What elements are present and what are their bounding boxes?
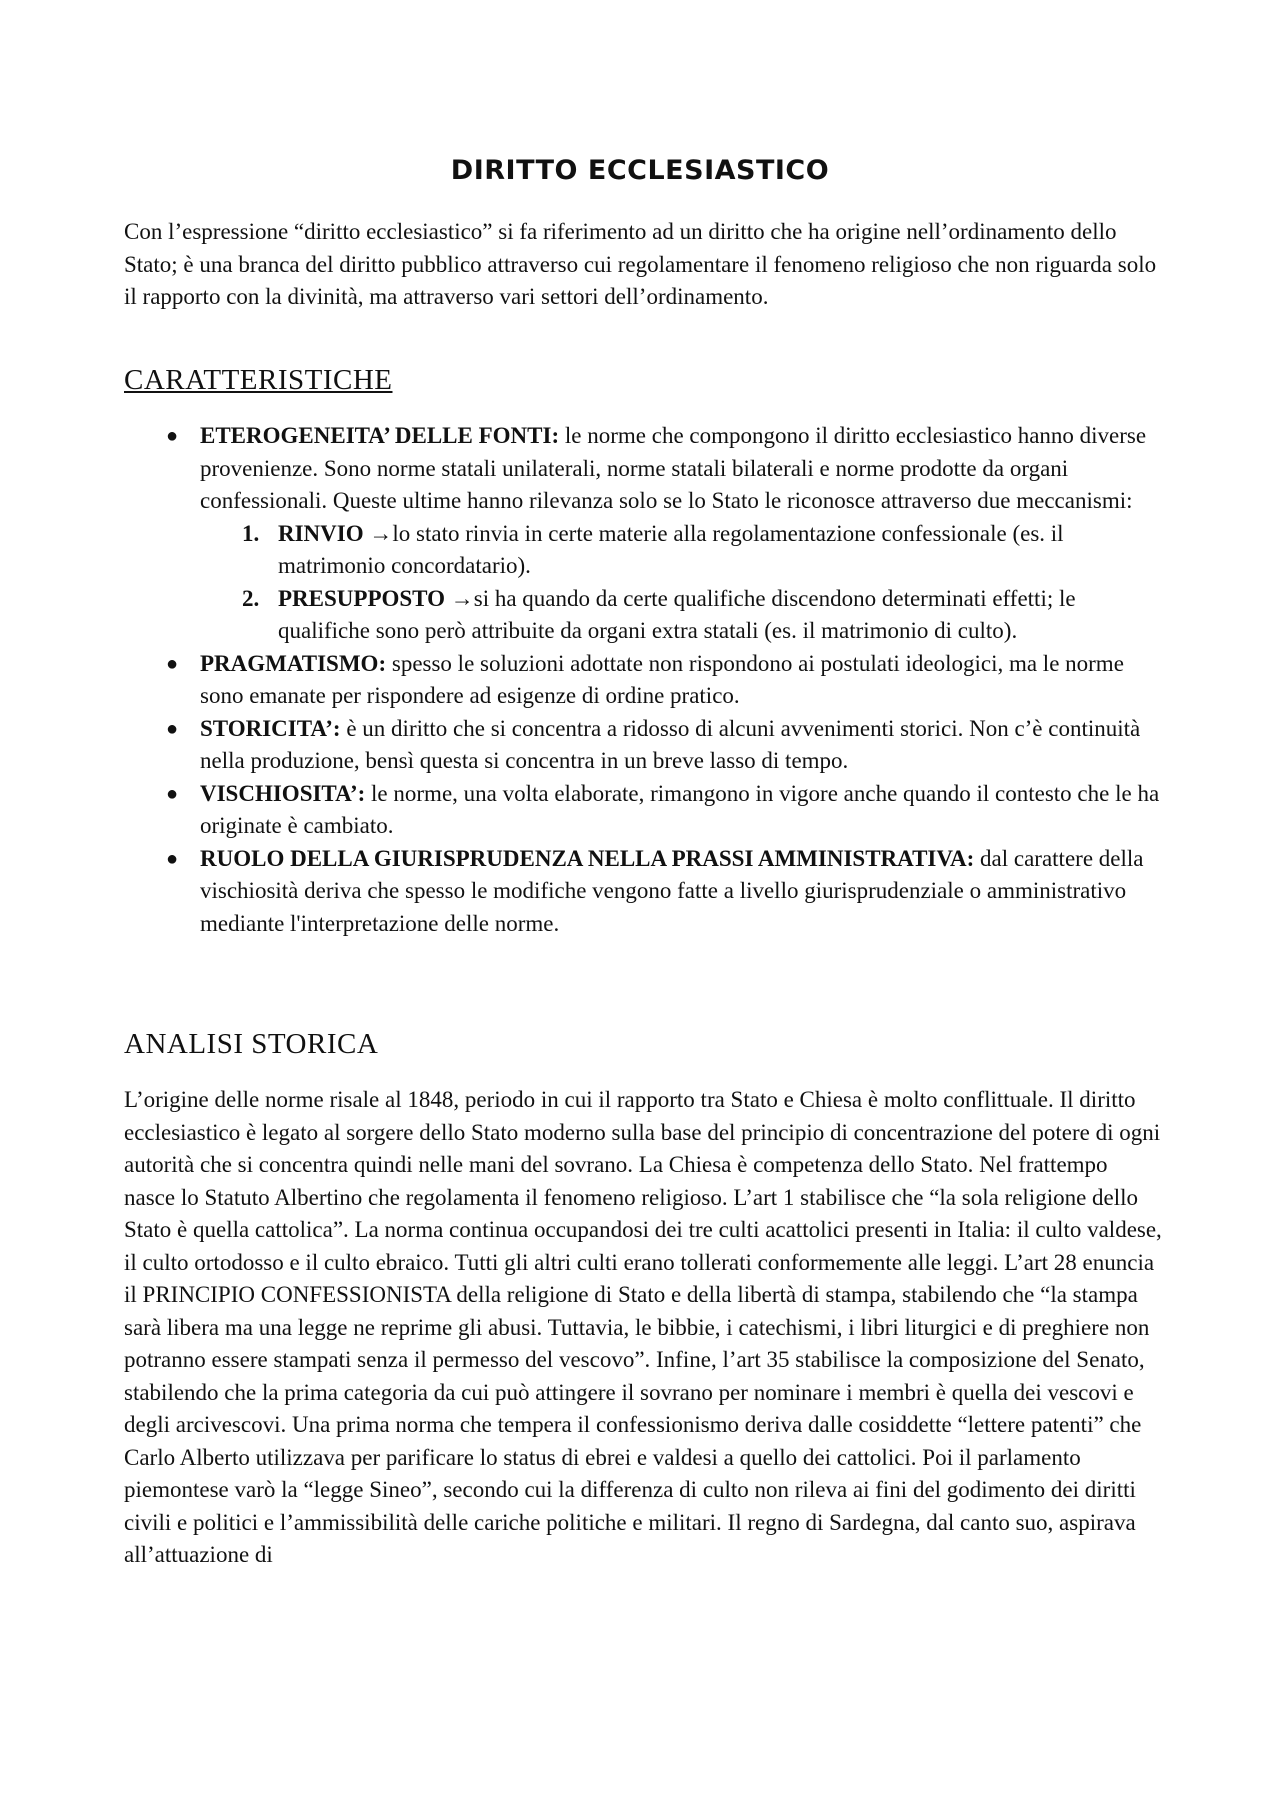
bullet-term: ETEROGENEITA’ DELLE FONTI:	[200, 423, 560, 448]
arrow-icon: →	[363, 520, 393, 546]
list-item	[124, 713, 1164, 778]
bullet-term: PRAGMATISMO:	[200, 650, 387, 676]
list-item	[200, 583, 1164, 648]
list-item	[124, 648, 1164, 713]
heading-caratteristiche: CARATTERISTICHE	[124, 364, 393, 396]
list-item	[124, 843, 1164, 941]
characteristics-list	[124, 420, 1164, 940]
list-item	[124, 420, 1164, 648]
bullet-term: VISCHIOSITA’:	[200, 780, 366, 806]
mechanisms-list	[200, 518, 1164, 648]
bullet-icon: ●	[166, 717, 179, 740]
bullet-text: è un diritto che si concentra a ridosso di alcuni avvenimenti storici. Non c’è continuità nella produzione, bensì questa si concentra in un breve lasso di tempo.	[200, 715, 1141, 773]
arrow-icon: →	[445, 585, 474, 611]
list-item	[200, 518, 1164, 583]
bullet-text: le norme, una volta elaborate, rimangono in vigore anche quando il contesto che le ha originate è cambiato.	[200, 780, 1160, 838]
bullet-icon: ●	[166, 847, 179, 870]
bullet-text: dal carattere della vischiosità deriva che spesso le modifiche vengono fatte a livello giurisprudenziale o amministrativo mediante l'interpretazione delle norme.	[200, 845, 1144, 936]
bullet-text: spesso le soluzioni adottate non rispondono ai postulati ideologici, ma le norme sono emanate per rispondere ad esigenze di ordine pratico.	[200, 650, 1124, 708]
intro-paragraph: Con l’espressione “diritto ecclesiastico” si fa riferimento ad un diritto che ha origine nell’ordinamento dello Stato; è una branca del diritto pubblico attraverso cui regolamentare il fenomeno religioso che non riguarda solo il rapporto con la divinità, ma attraverso vari settori dell’ordinamento.	[124, 219, 1157, 309]
bullet-term: RUOLO DELLA GIURISPRUDENZA NELLA PRASSI AMMINISTRATIVA:	[200, 845, 975, 871]
page-title: DIRITTO ECCLESIASTICO	[450, 155, 830, 186]
sub-text: si ha quando da certe qualifiche discendono determinati effetti; le qualifiche sono però attribuite da organi extra statali (es. il matrimonio di culto).	[278, 585, 1076, 643]
sub-term: PRESUPPOSTO	[278, 585, 445, 611]
item-number: 2.	[242, 585, 260, 611]
bullet-text: le norme che compongono il diritto ecclesiastico hanno diverse provenienze. Sono norme statali unilaterali, norme statali bilaterali e norme prodotte da organi confessionali. Queste ultime hanno rilevanza solo se lo Stato le riconosce attraverso due meccanismi:	[200, 423, 1147, 513]
item-number: 1.	[242, 520, 260, 546]
heading-analisi-storica: ANALISI STORICA	[124, 1028, 379, 1060]
bullet-term: STORICITA’:	[200, 715, 341, 741]
storia-paragraph: L’origine delle norme risale al 1848, periodo in cui il rapporto tra Stato e Chiesa è molto conflittuale. Il diritto ecclesiastico è legato al sorgere dello Stato moderno sulla base del principio di concentrazione del potere di ogni autorità che si concentra quindi nelle mani del sovrano. La Chiesa è competenza dello Stato. Nel frattempo nasce lo Statuto Albertino che regolamenta il fenomeno religioso. L’art 1 stabilisce che “la sola religione dello Stato è quella cattolica”. La norma continua occupandosi dei tre culti acattolici presenti in Italia: il culto valdese, il culto ortodosso e il culto ebraico. Tutti gli altri culti erano tollerati conformemente alle leggi. L’art 28 enuncia il PRINCIPIO CONFESSIONISTA della religione di Stato e della libertà di stampa, stabilendo che “la stampa sarà libera ma una legge ne reprime gli abusi. Tuttavia, le bibbie, i catechismi, i libri liturgici e di preghiere non potranno essere stampati senza il permesso del vescovo”. Infine, l’art 35 stabilisce la composizione del Senato, stabilendo che la prima categoria da cui può attingere il sovrano per nominare i membri è quella dei vescovi e degli arcivescovi. Una prima norma che tempera il confessionismo deriva dalle cosiddette “lettere patenti” che Carlo Alberto utilizzava per parificare lo status di ebrei e valdesi a quello dei cattolici. Poi il parlamento piemontese varò la “legge Sineo”, secondo cui la differenza di culto non rileva ai fini del godimento dei diritti civili e politici e l’ammissibilità delle cariche politiche e militari. Il regno di Sardegna, dal canto suo, aspirava all’attuazione di	[124, 1087, 1162, 1567]
sub-text: lo stato rinvia in certe materie alla regolamentazione confessionale (es. il matrimonio concordatario).	[278, 520, 1064, 578]
bullet-icon: ●	[166, 652, 179, 675]
list-item	[124, 778, 1164, 843]
bullet-icon: ●	[166, 425, 179, 447]
bullet-icon: ●	[166, 782, 179, 805]
sub-term: RINVIO	[278, 520, 364, 546]
